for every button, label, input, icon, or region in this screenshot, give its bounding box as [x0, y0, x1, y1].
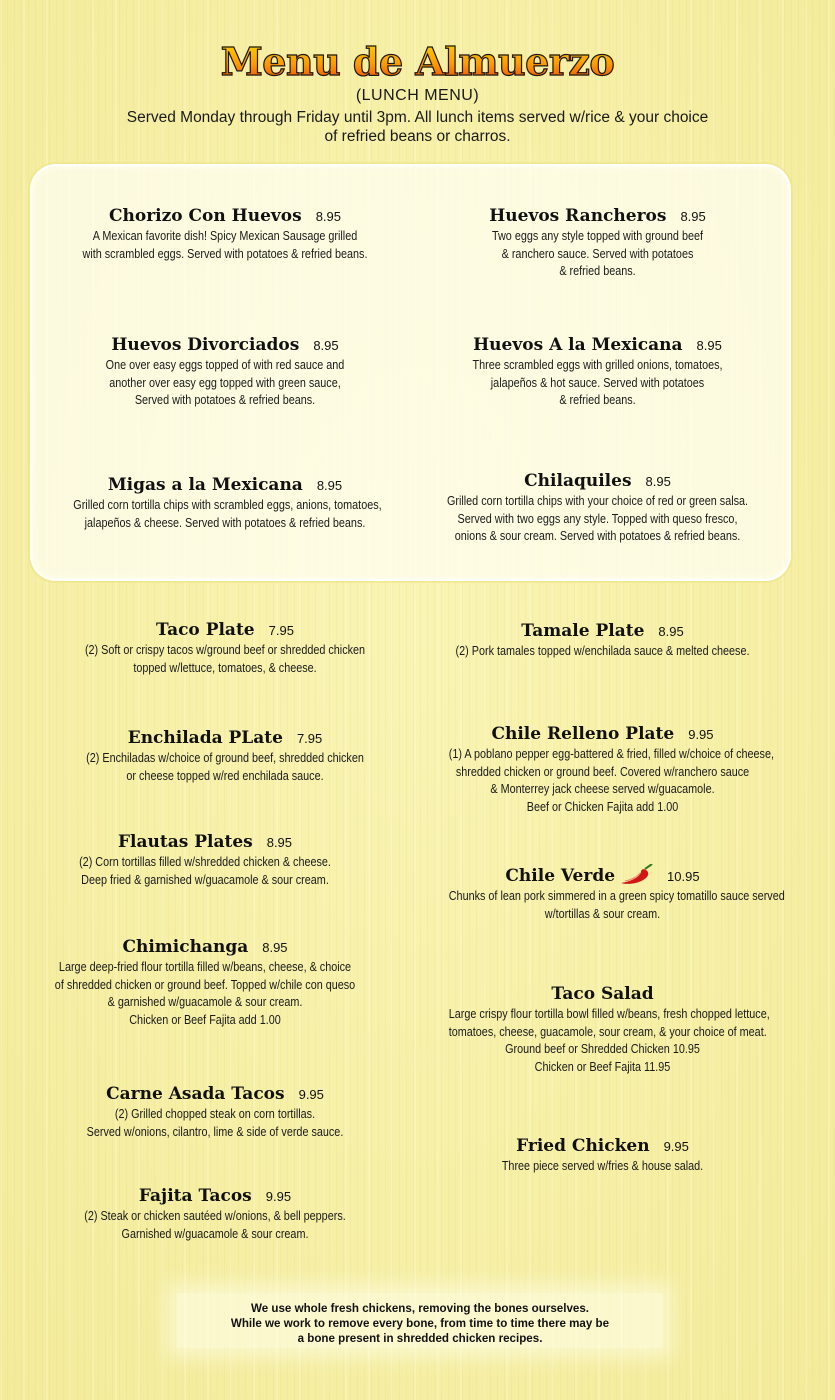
desc-line: tomatoes, cheese, guacamole, sour cream, & your choice of meat.	[448, 1023, 767, 1039]
menu-item	[410, 206, 785, 280]
desc-line: (2) Enchiladas w/choice of ground beef, shredded chicken	[86, 750, 364, 765]
desc-line: (2) Steak or chicken sautéed w/onions, & bell peppers.	[84, 1208, 346, 1223]
item-description	[69, 641, 381, 676]
item-price: 7.95	[268, 623, 294, 638]
item-price: 7.95	[296, 731, 323, 746]
desc-line: another over easy egg topped with green sauce,	[109, 374, 341, 390]
item-name: Enchilada PLate	[127, 728, 283, 748]
desc-line: topped w/lettuce, tomatoes, & cheese.	[133, 659, 317, 675]
item-description	[49, 853, 361, 888]
item-price: 8.95	[313, 338, 339, 353]
item-name: Fajita Tacos	[138, 1186, 252, 1206]
item-price: 8.95	[645, 474, 671, 489]
item-description	[448, 1005, 770, 1075]
desc-line: Served with two eggs any style. Topped with queso fresco,	[457, 510, 738, 526]
item-name: Chorizo Con Huevos	[108, 206, 302, 226]
menu-item	[415, 724, 790, 815]
item-description	[444, 492, 752, 545]
item-description	[73, 227, 376, 262]
item-name: Tamale Plate	[521, 621, 645, 641]
item-name: Taco Plate	[156, 620, 255, 640]
desc-line: with scrambled eggs. Served with potatoes & refried beans.	[82, 245, 368, 261]
item-price: 8.95	[315, 209, 342, 224]
desc-line: Three piece served w/fries & house salad.	[501, 1158, 704, 1173]
menu-item	[40, 206, 410, 262]
menu-item	[415, 1136, 790, 1175]
item-price: 8.95	[680, 209, 706, 224]
menu-item	[15, 832, 395, 888]
menu-item	[410, 335, 785, 409]
item-description	[73, 496, 382, 531]
served-note	[88, 108, 748, 146]
desc-line: One over easy eggs topped of with red sauce and	[105, 357, 345, 372]
desc-line: & refried beans.	[559, 392, 636, 407]
served-line: Served Monday through Friday until 3pm. All lunch items served w/rice & your choice	[126, 109, 709, 126]
item-description	[59, 1105, 371, 1140]
desc-line: shredded chicken or ground beef. Covered w/ranchero sauce	[455, 763, 750, 779]
menu-item	[415, 621, 790, 660]
item-name: Taco Salad	[551, 984, 654, 1004]
item-name: Chile Relleno Plate	[491, 724, 675, 744]
desc-line: Chunks of lean pork simmered in a green spicy tomatillo sauce served	[448, 888, 785, 903]
desc-line: or cheese topped w/red enchilada sauce.	[126, 767, 324, 783]
menu-item	[415, 864, 790, 922]
desc-line: Beef or Chicken Fajita add 1.00	[526, 798, 679, 814]
desc-line: w/tortillas & sour cream.	[544, 905, 661, 921]
item-description	[444, 356, 752, 409]
disclaimer-line: a bone present in shredded chicken recipes.	[297, 1332, 543, 1345]
menu-item	[415, 984, 790, 1075]
item-description	[449, 642, 757, 660]
item-description	[73, 356, 376, 409]
desc-line: Large crispy flour tortilla bowl filled w/beans, fresh chopped lettuce,	[448, 1006, 770, 1021]
item-price: 8.95	[262, 940, 288, 955]
desc-line: (1) A poblano pepper egg-battered & fried, filled w/choice of cheese,	[448, 746, 774, 761]
item-description	[444, 227, 752, 280]
menu-item	[35, 728, 415, 784]
menu-item	[35, 620, 415, 676]
desc-line: jalapeños & hot sauce. Served with potatoes	[490, 374, 705, 390]
menu-item	[25, 1084, 405, 1140]
menu-item	[25, 1186, 405, 1242]
item-price: 8.95	[658, 624, 684, 639]
bone-disclaimer	[177, 1293, 663, 1348]
item-price: 9.95	[663, 1139, 689, 1154]
desc-line: & Monterrey jack cheese served w/guacamole.	[490, 781, 715, 796]
desc-line: (2) Pork tamales topped w/enchilada sauce & melted cheese.	[455, 643, 750, 658]
menu-item	[40, 335, 410, 409]
item-description	[69, 749, 381, 784]
item-price: 9.95	[688, 727, 714, 742]
item-description	[449, 1157, 757, 1175]
desc-line: Grilled corn tortilla chips with scrambled eggs, anions, tomatoes,	[73, 497, 382, 512]
item-name: Flautas Plates	[117, 832, 253, 852]
item-price: 8.95	[266, 835, 293, 850]
item-description	[49, 958, 361, 1028]
desc-line: Two eggs any style topped with ground beef	[491, 228, 703, 243]
desc-line: of shredded chicken or ground beef. Topped w/chile con queso	[54, 976, 356, 992]
item-price: 8.95	[696, 338, 722, 353]
menu-item	[40, 475, 410, 531]
desc-line: A Mexican favorite dish! Spicy Mexican Sausage grilled	[92, 228, 358, 243]
desc-line: jalapeños & cheese. Served with potatoes & refried beans.	[84, 514, 366, 530]
item-name: Huevos Rancheros	[489, 206, 667, 226]
menu-title: Menu de Almuerzo	[0, 40, 835, 84]
disclaimer-line: We use whole fresh chickens, removing the bones ourselves.	[250, 1302, 590, 1315]
desc-line: Chicken or Beef Fajita add 1.00	[129, 1011, 281, 1027]
served-line: of refried beans or charros.	[324, 128, 511, 145]
desc-line: Served with potatoes & refried beans.	[134, 392, 316, 407]
desc-line: Grilled corn tortilla chips with your choice of red or green salsa.	[446, 493, 749, 508]
item-price: 9.95	[298, 1087, 324, 1102]
item-name: Chimichanga	[122, 937, 249, 957]
desc-line: (2) Corn tortillas filled w/shredded chicken & cheese.	[79, 854, 331, 869]
desc-line: (2) Grilled chopped steak on corn tortillas.	[114, 1106, 316, 1121]
desc-line: Large deep-fried flour tortilla filled w/beans, cheese, & choice	[58, 959, 352, 974]
disclaimer-line: While we work to remove every bone, from time to time there may be	[230, 1317, 610, 1330]
item-description	[59, 1207, 371, 1242]
item-price: 8.95	[316, 478, 343, 493]
desc-line: & garnished w/guacamole & sour cream.	[107, 994, 303, 1009]
item-name: Huevos A la Mexicana	[473, 335, 683, 355]
item-description	[448, 745, 774, 815]
item-name: Fried Chicken	[516, 1136, 650, 1156]
item-name: Huevos Divorciados	[111, 335, 300, 355]
menu-subtitle: (LUNCH MENU)	[355, 87, 480, 104]
desc-line: onions & sour cream. Served with potatoes & refried beans.	[454, 528, 741, 543]
desc-line: Garnished w/guacamole & sour cream.	[121, 1225, 309, 1241]
item-name: Chilaquiles	[524, 471, 632, 491]
desc-line: Chicken or Beef Fajita 11.95	[534, 1058, 671, 1074]
menu-item	[15, 937, 395, 1028]
desc-line: Ground beef or Shredded Chicken 10.95	[505, 1041, 700, 1056]
item-name: Chile Verde	[505, 866, 616, 886]
item-name: Migas a la Mexicana	[107, 475, 303, 495]
menu-header	[0, 40, 835, 146]
item-price: 10.95	[667, 869, 700, 884]
desc-line: & refried beans.	[559, 263, 636, 278]
desc-line: (2) Soft or crispy tacos w/ground beef or shredded chicken	[84, 642, 366, 657]
item-price: 9.95	[265, 1189, 292, 1204]
desc-line: Served w/onions, cilantro, lime & side of verde sauce.	[86, 1123, 344, 1139]
desc-line: Deep fried & garnished w/guacamole & sour cream.	[81, 871, 329, 887]
menu-item	[410, 471, 785, 545]
chili-pepper-icon	[619, 864, 653, 886]
desc-line: & ranchero sauce. Served with potatoes	[501, 245, 694, 261]
item-name: Carne Asada Tacos	[106, 1084, 285, 1104]
item-description	[448, 887, 785, 922]
desc-line: Three scrambled eggs with grilled onions, tomatoes,	[472, 357, 723, 372]
